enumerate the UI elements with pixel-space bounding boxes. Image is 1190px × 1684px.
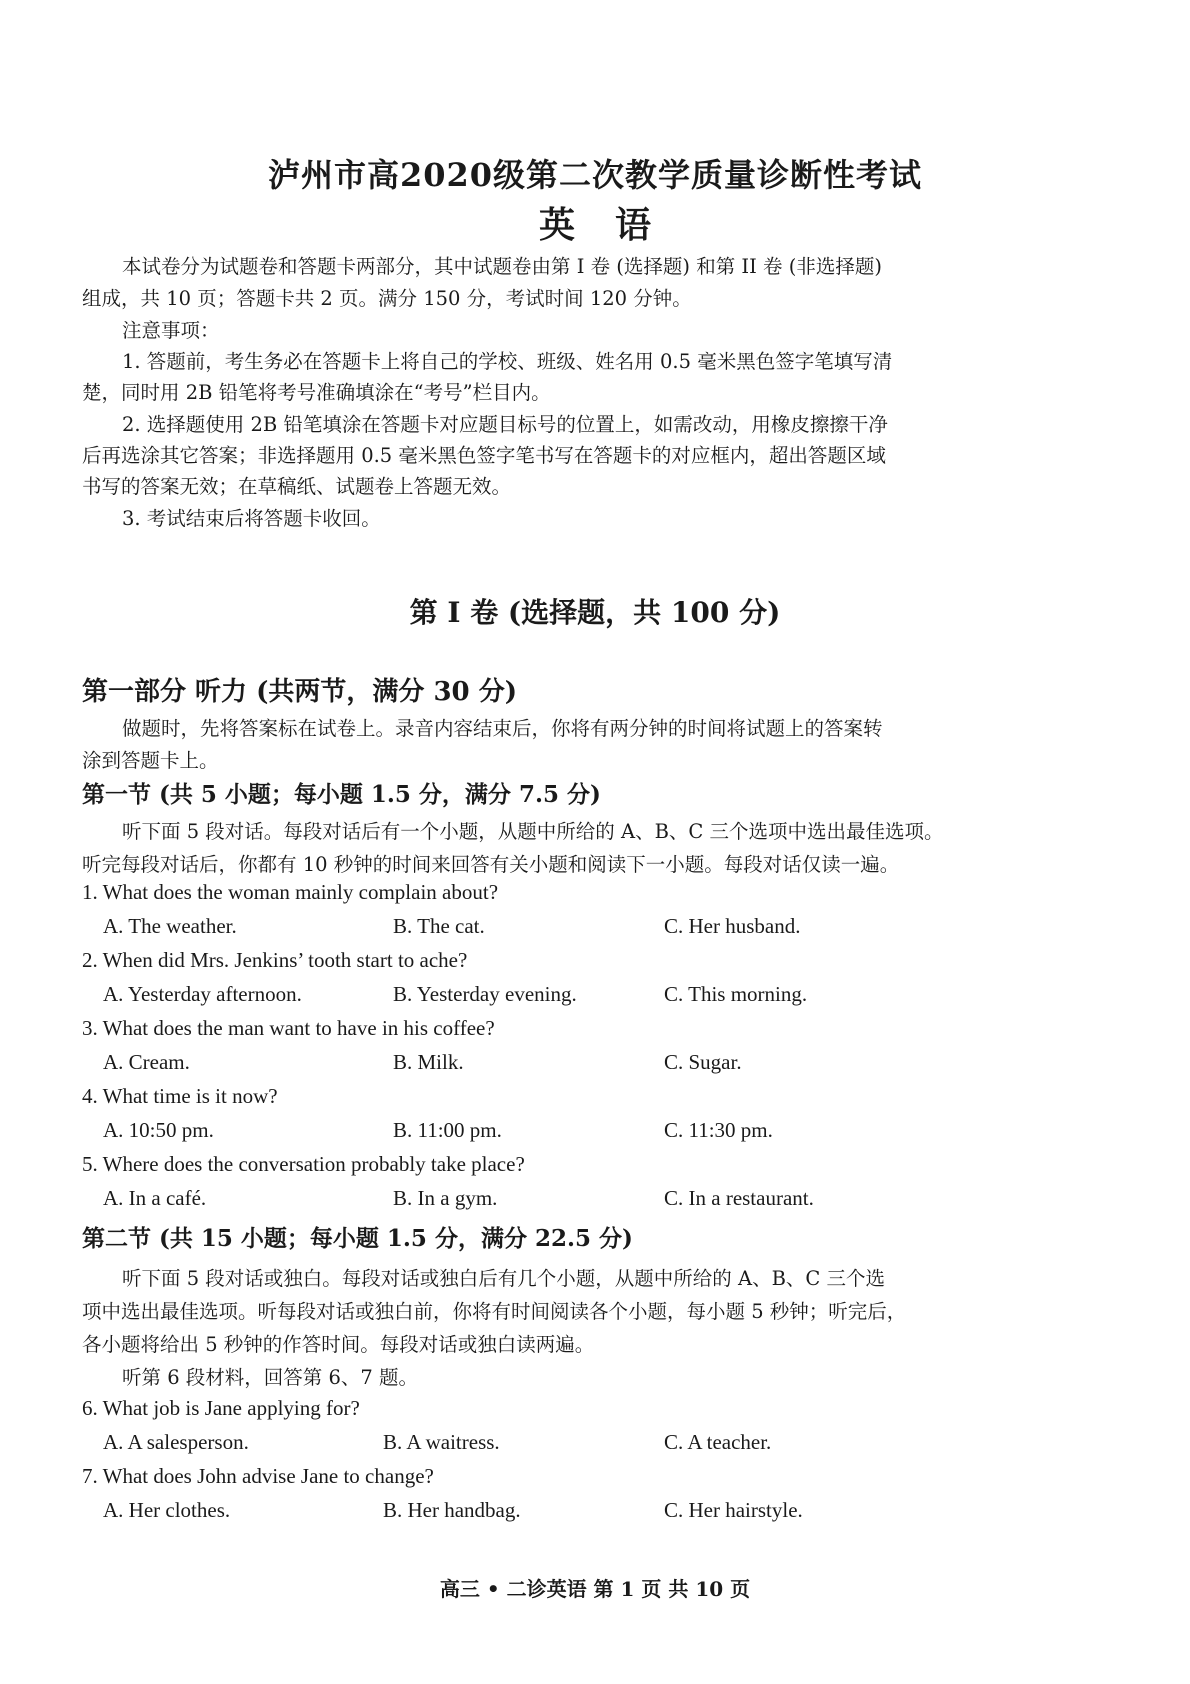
question-6-option-c: C. A teacher. <box>664 1430 772 1454</box>
question-6: 6. What job is Jane applying for? <box>82 1396 360 1420</box>
question-6-option-b: B. A waitress. <box>383 1430 500 1454</box>
volume-title: 第 I 卷 (选择题，共 100 分) <box>409 596 781 629</box>
exam-title: 泸州市高2020级第二次教学质量诊断性考试 <box>267 156 923 194</box>
notice-2-line-1: 2. 选择题使用 2B 铅笔填涂在答题卡对应题目标号的位置上，如需改动，用橡皮擦擦干净 <box>122 413 888 436</box>
question-4-option-b: B. 11:00 pm. <box>393 1118 502 1142</box>
question-2-option-c: C. This morning. <box>664 982 808 1006</box>
notice-3: 3. 考试结束后将答题卡收回。 <box>122 507 381 530</box>
material-6-heading: 听第 6 段材料，回答第 6、7 题。 <box>122 1366 419 1389</box>
intro-line-2: 组成，共 10 页；答题卡共 2 页。满分 150 分，考试时间 120 分钟。 <box>82 287 692 310</box>
section-1-desc-line-1: 听下面 5 段对话。每段对话后有一个小题，从题中所给的 A、B、C 三个选项中选出最佳选项。 <box>122 820 944 843</box>
question-6-option-a: A. A salesperson. <box>103 1430 249 1454</box>
question-7-option-b: B. Her handbag. <box>383 1498 521 1522</box>
notice-1-line-2: 楚，同时用 2B 铅笔将考号准确填涂在“考号”栏目内。 <box>82 381 551 404</box>
question-7: 7. What does John advise Jane to change? <box>82 1464 434 1488</box>
section-2-desc-line-2: 项中选出最佳选项。听每段对话或独白前，你将有时间阅读各个小题，每小题 5 秒钟；听完后， <box>82 1300 907 1323</box>
question-5: 5. Where does the conversation probably take place? <box>82 1152 525 1176</box>
part-desc-line-2: 涂到答题卡上。 <box>82 749 219 772</box>
question-3-option-a: A. Cream. <box>103 1050 190 1074</box>
question-5-option-b: B. In a gym. <box>393 1186 498 1210</box>
part-title: 第一部分 听力 (共两节，满分 30 分) <box>82 677 517 707</box>
question-4-option-a: A. 10:50 pm. <box>103 1118 214 1142</box>
question-2: 2. When did Mrs. Jenkins’ tooth start to ache? <box>82 948 468 972</box>
question-7-option-a: A. Her clothes. <box>103 1498 231 1522</box>
question-3: 3. What does the man want to have in his coffee? <box>82 1016 495 1040</box>
question-1-option-a: A. The weather. <box>103 914 237 938</box>
question-1: 1. What does the woman mainly complain about? <box>82 880 499 904</box>
part-desc-line-1: 做题时，先将答案标在试卷上。录音内容结束后，你将有两分钟的时间将试题上的答案转 <box>122 717 883 740</box>
question-2-option-a: A. Yesterday afternoon. <box>103 982 302 1006</box>
question-3-option-c: C. Sugar. <box>664 1050 742 1074</box>
question-4-option-c: C. 11:30 pm. <box>664 1118 773 1142</box>
notice-1-line-1: 1. 答题前，考生务必在答题卡上将自己的学校、班级、姓名用 0.5 毫米黑色签字笔填写清 <box>122 350 893 373</box>
subject-title: 英语 <box>538 204 691 246</box>
question-5-option-a: A. In a café. <box>103 1186 207 1210</box>
question-3-option-b: B. Milk. <box>393 1050 464 1074</box>
question-4: 4. What time is it now? <box>82 1084 278 1108</box>
question-1-option-c: C. Her husband. <box>664 914 801 938</box>
question-5-option-c: C. In a restaurant. <box>664 1186 814 1210</box>
section-1-title: 第一节 (共 5 小题；每小题 1.5 分，满分 7.5 分) <box>82 781 601 808</box>
notice-2-line-3: 书写的答案无效；在草稿纸、试题卷上答题无效。 <box>82 475 512 498</box>
question-1-option-b: B. The cat. <box>393 914 485 938</box>
section-2-desc-line-1: 听下面 5 段对话或独白。每段对话或独白后有几个小题，从题中所给的 A、B、C 三个选 <box>122 1267 886 1290</box>
question-2-option-b: B. Yesterday evening. <box>393 982 577 1006</box>
section-1-desc-line-2: 听完每段对话后，你都有 10 秒钟的时间来回答有关小题和阅读下一小题。每段对话仅读一遍。 <box>82 853 900 876</box>
question-7-option-c: C. Her hairstyle. <box>664 1498 803 1522</box>
page-footer: 高三 • 二诊英语 第 1 页 共 10 页 <box>439 1577 751 1601</box>
section-2-title: 第二节 (共 15 小题；每小题 1.5 分，满分 22.5 分) <box>82 1225 633 1252</box>
intro-line-1: 本试卷分为试题卷和答题卡两部分，其中试题卷由第 I 卷 (选择题) 和第 II 卷 (非选择题) <box>122 255 882 278</box>
notice-heading: 注意事项： <box>122 319 220 342</box>
section-2-desc-line-3: 各小题将给出 5 秒钟的作答时间。每段对话或独白读两遍。 <box>82 1333 595 1356</box>
notice-2-line-2: 后再选涂其它答案；非选择题用 0.5 毫米黑色签字笔书写在答题卡的对应框内，超出答题区域 <box>82 444 886 467</box>
